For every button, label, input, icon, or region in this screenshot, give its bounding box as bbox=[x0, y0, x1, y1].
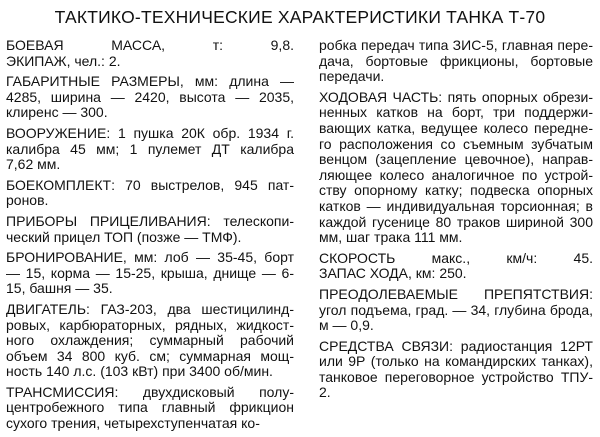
left-column bbox=[6, 38, 294, 437]
spec-line: БРОНИРОВАНИЕ, мм: лоб — 35-45, борт bbox=[6, 249, 294, 266]
spec-line: объем 34 800 куб. см; суммарная мощ- bbox=[6, 347, 294, 364]
spec-line: ЭКИПАЖ, чел.: 2. bbox=[6, 52, 121, 69]
spec-line: ного охлаждения; суммарный рабочий bbox=[6, 332, 294, 349]
right-column bbox=[319, 38, 593, 406]
spec-line: — 15, корма — 15-25, крыша, днище — 6- bbox=[6, 264, 294, 281]
spec-line: 7,62 мм. bbox=[6, 156, 61, 173]
spec-line: или 9Р (только на командирских танках), bbox=[319, 353, 593, 370]
spec-line: угол подъема, град. — 34, глубина брода, bbox=[319, 301, 593, 318]
spec-line: ДВИГАТЕЛЬ: ГАЗ-203, два шестицилинд- bbox=[6, 300, 294, 317]
spec-line: ронов. bbox=[6, 192, 49, 209]
spec-section bbox=[6, 74, 294, 121]
spec-line: ХОДОВАЯ ЧАСТЬ: пять опорных обрези- bbox=[319, 88, 593, 105]
spec-line: ровых, карбюраторных, рядных, жидкост- bbox=[6, 316, 294, 333]
spec-line: катков — индивидуальная торсионная; в bbox=[319, 197, 593, 214]
spec-section bbox=[319, 251, 593, 282]
spec-section bbox=[6, 302, 294, 380]
spec-section bbox=[319, 90, 593, 246]
spec-line: сухого трения, четырехступенчатая ко- bbox=[6, 415, 260, 432]
spec-section bbox=[6, 178, 294, 209]
spec-line: ческий прицел ТОП (позже — ТМФ). bbox=[6, 228, 242, 245]
spec-line: ность 140 л.с. (103 кВт) при 3400 об/мин. bbox=[6, 363, 273, 380]
spec-line: ПРИБОРЫ ПРИЦЕЛИВАНИЯ: телескопи- bbox=[6, 212, 294, 229]
spec-section bbox=[6, 126, 294, 173]
spec-line: калибра 45 мм; 1 пулемет ДТ калибра bbox=[6, 140, 294, 157]
spec-line: передачи. bbox=[319, 68, 385, 85]
spec-line: ненных катков на борт, три поддержи- bbox=[319, 104, 593, 121]
spec-line: каждой гусенице 80 траков шириной 300 bbox=[319, 213, 593, 230]
spec-line: венцом (зацепление цевочное), направ- bbox=[319, 151, 593, 168]
spec-line: клиренс — 300. bbox=[6, 104, 108, 121]
spec-section bbox=[319, 38, 593, 85]
spec-line: мм, шаг трака 111 мм. bbox=[319, 229, 463, 246]
spec-section bbox=[319, 339, 593, 401]
spec-line: ГАБАРИТНЫЕ РАЗМЕРЫ, мм: длина — bbox=[6, 73, 294, 90]
spec-line: центробежного типа главный фрикцион bbox=[6, 399, 294, 416]
spec-section bbox=[6, 250, 294, 297]
spec-line: дача, бортовые фрикционы, бортовые bbox=[319, 52, 593, 69]
spec-line: ТРАНСМИССИЯ: двухдисковый полу- bbox=[6, 383, 294, 400]
spec-section bbox=[319, 287, 593, 334]
spec-line: СРЕДСТВА СВЯЗИ: радиостанция 12РТ bbox=[319, 337, 593, 354]
spec-line: м — 0,9. bbox=[319, 317, 374, 334]
spec-line: го расположения со съемным зубчатым bbox=[319, 135, 593, 152]
spec-line: ству опорному катку; подвеска опорных bbox=[319, 182, 593, 199]
spec-section bbox=[6, 214, 294, 245]
spec-section bbox=[6, 38, 294, 69]
spec-line: 2. bbox=[319, 384, 331, 401]
spec-line: вающих катка, ведущее колесо передне- bbox=[319, 119, 593, 136]
spec-line: ляющее колесо аналогичное по устрой- bbox=[319, 166, 593, 183]
spec-line: 15, башня — 35. bbox=[6, 280, 113, 297]
spec-line: СКОРОСТЬ макс., км/ч: 45. bbox=[319, 249, 593, 266]
spec-line: БОЕКОМПЛЕКТ: 70 выстрелов, 945 пат- bbox=[6, 176, 294, 193]
spec-line: ЗАПАС ХОДА, км: 250. bbox=[319, 265, 467, 282]
spec-line: ВООРУЖЕНИЕ: 1 пушка 20К обр. 1934 г. bbox=[6, 124, 294, 141]
spec-line: робка передач типа ЗИС-5, главная пере- bbox=[319, 37, 593, 53]
spec-line: 4285, ширина — 2420, высота — 2035, bbox=[6, 88, 294, 105]
spec-line: танковое переговорное устройство ТПУ- bbox=[319, 368, 593, 385]
page-title: ТАКТИКО-ТЕХНИЧЕСКИЕ ХАРАКТЕРИСТИКИ ТАНКА Т-70 bbox=[54, 7, 546, 27]
spec-section bbox=[6, 385, 294, 432]
spec-line: БОЕВАЯ МАССА, т: 9,8. bbox=[6, 37, 294, 53]
spec-line: ПРЕОДОЛЕВАЕМЫЕ ПРЕПЯТСТВИЯ: bbox=[319, 285, 593, 302]
